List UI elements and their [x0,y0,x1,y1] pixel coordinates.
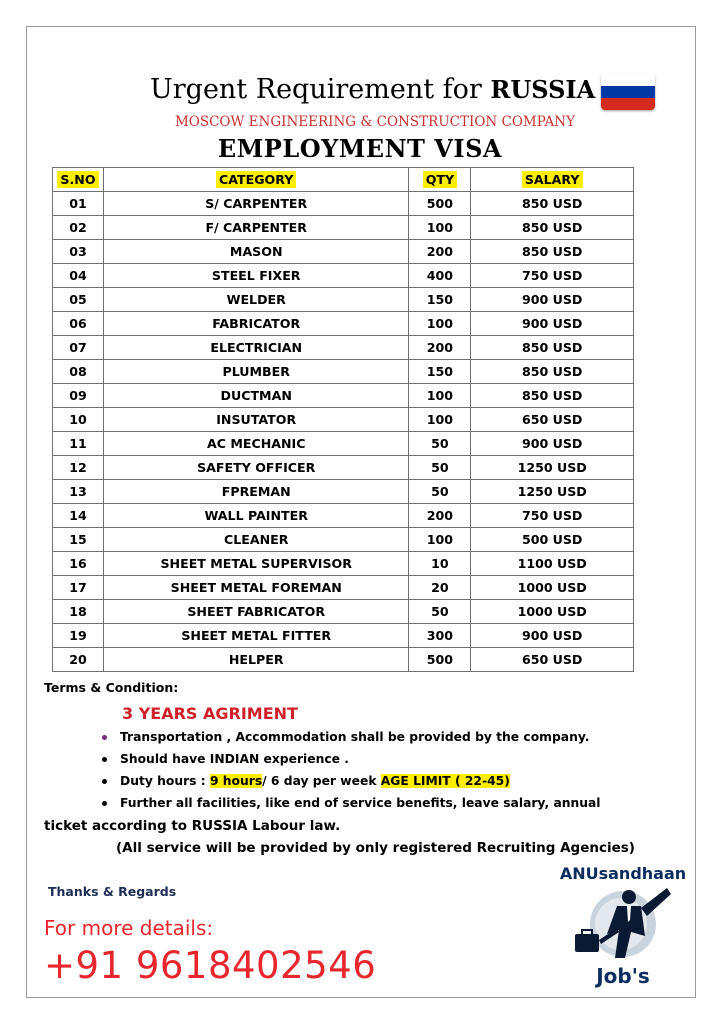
table-row [53,552,634,576]
cell-qty: 20 [409,576,471,600]
logo-jobs: Job's [596,964,650,988]
cell-category: PLUMBER [103,360,409,384]
cell-category: SHEET METAL SUPERVISOR [103,552,409,576]
cell-sno: 13 [53,480,104,504]
cell-category: SHEET METAL FITTER [103,624,409,648]
cell-qty: 300 [409,624,471,648]
cell-category: WALL PAINTER [103,504,409,528]
russia-flag-icon [601,74,655,110]
condition-duty-hours: Duty hours : 9 hours/ 6 day per week AGE LIMIT ( 22-45) [100,772,601,794]
cell-qty: 500 [409,648,471,672]
cell-category: F/ CARPENTER [103,216,409,240]
table-row [53,336,634,360]
cell-sno: 02 [53,216,104,240]
condition-experience: Should have INDIAN experience . [100,750,601,772]
cell-category: CLEANER [103,528,409,552]
table-row [53,576,634,600]
cell-salary: 850 USD [471,360,634,384]
cell-sno: 08 [53,360,104,384]
cell-sno: 20 [53,648,104,672]
table-row [53,432,634,456]
cell-qty: 100 [409,408,471,432]
header-category: CATEGORY [103,168,409,192]
cell-qty: 50 [409,600,471,624]
cell-qty: 50 [409,432,471,456]
cell-salary: 500 USD [471,528,634,552]
cell-sno: 01 [53,192,104,216]
cell-category: STEEL FIXER [103,264,409,288]
header-salary: SALARY [471,168,634,192]
cell-sno: 05 [53,288,104,312]
cell-salary: 650 USD [471,648,634,672]
title-country: RUSSIA [490,75,596,104]
job-table [52,167,634,672]
cell-sno: 09 [53,384,104,408]
thanks-regards: Thanks & Regards [48,884,177,899]
table-row [53,312,634,336]
page-title [150,74,600,105]
cell-sno: 10 [53,408,104,432]
cell-qty: 50 [409,480,471,504]
table-row [53,216,634,240]
terms-heading: Terms & Condition: [44,680,179,695]
cell-salary: 900 USD [471,312,634,336]
title-prefix: Urgent Requirement for [150,74,491,105]
cell-sno: 04 [53,264,104,288]
cell-sno: 15 [53,528,104,552]
cell-category: AC MECHANIC [103,432,409,456]
cell-qty: 200 [409,240,471,264]
cell-sno: 03 [53,240,104,264]
table-row [53,408,634,432]
cell-salary: 1250 USD [471,456,634,480]
agency-note: (All service will be provided by only registered Recruiting Agencies) [116,840,635,856]
cell-sno: 12 [53,456,104,480]
cell-sno: 07 [53,336,104,360]
company-name: MOSCOW ENGINEERING & CONSTRUCTION COMPANY [174,114,576,130]
condition-facilities: Further all facilities, like end of service benefits, leave salary, annual [100,794,601,816]
cell-category: SHEET METAL FOREMAN [103,576,409,600]
cell-sno: 18 [53,600,104,624]
cell-sno: 06 [53,312,104,336]
cell-salary: 900 USD [471,288,634,312]
flag-stripe-blue [601,86,655,98]
table-row [53,264,634,288]
table-row [53,624,634,648]
cell-salary: 850 USD [471,216,634,240]
visa-type: EMPLOYMENT VISA [217,134,503,163]
cell-salary: 850 USD [471,240,634,264]
conditions-list [100,728,601,816]
cell-qty: 200 [409,336,471,360]
table-row [53,504,634,528]
duty-hours-highlight: 9 hours [209,774,263,788]
cell-qty: 100 [409,384,471,408]
table-row [53,384,634,408]
age-limit-highlight: AGE LIMIT ( 22-45) [380,774,510,788]
cell-qty: 50 [409,456,471,480]
cell-qty: 200 [409,504,471,528]
cell-qty: 400 [409,264,471,288]
table-row [53,480,634,504]
cell-category: INSUTATOR [103,408,409,432]
cell-category: WELDER [103,288,409,312]
more-details-label: For more details: [44,916,214,940]
cell-category: MASON [103,240,409,264]
flag-stripe-white [601,74,655,86]
cell-category: HELPER [103,648,409,672]
cell-qty: 150 [409,360,471,384]
cell-category: FABRICATOR [103,312,409,336]
table-row [53,528,634,552]
cell-qty: 500 [409,192,471,216]
logo-name: ANUsandhaan [559,864,687,883]
agency-logo [553,864,693,990]
cell-salary: 850 USD [471,336,634,360]
cell-salary: 1000 USD [471,600,634,624]
table-row [53,600,634,624]
condition-facilities-continued: ticket according to RUSSIA Labour law. [44,818,341,834]
table-row [53,192,634,216]
condition-transport: Transportation , Accommodation shall be provided by the company. [100,728,601,750]
table-row [53,288,634,312]
cell-salary: 750 USD [471,504,634,528]
header-sno: S.NO [53,168,104,192]
cell-category: SAFETY OFFICER [103,456,409,480]
cell-qty: 10 [409,552,471,576]
cell-sno: 16 [53,552,104,576]
cell-sno: 17 [53,576,104,600]
cell-salary: 900 USD [471,624,634,648]
cell-category: ELECTRICIAN [103,336,409,360]
cell-sno: 19 [53,624,104,648]
cell-category: SHEET FABRICATOR [103,600,409,624]
table-row [53,648,634,672]
cell-salary: 900 USD [471,432,634,456]
cell-qty: 150 [409,288,471,312]
cell-qty: 100 [409,528,471,552]
cell-salary: 850 USD [471,192,634,216]
cell-category: DUCTMAN [103,384,409,408]
cell-qty: 100 [409,216,471,240]
table-row [53,360,634,384]
header-qty: QTY [409,168,471,192]
cell-salary: 650 USD [471,408,634,432]
table-row [53,240,634,264]
business-man-leaping-icon [563,884,683,964]
cell-category: S/ CARPENTER [103,192,409,216]
cell-sno: 11 [53,432,104,456]
cell-salary: 750 USD [471,264,634,288]
cell-sno: 14 [53,504,104,528]
cell-salary: 1000 USD [471,576,634,600]
agreement-duration: 3 YEARS AGRIMENT [122,704,298,723]
cell-salary: 850 USD [471,384,634,408]
contact-phone: +91 9618402546 [44,944,377,987]
cell-salary: 1100 USD [471,552,634,576]
cell-category: FPREMAN [103,480,409,504]
flag-stripe-red [601,98,655,110]
cell-qty: 100 [409,312,471,336]
table-header-row [53,168,634,192]
cell-salary: 1250 USD [471,480,634,504]
table-row [53,456,634,480]
